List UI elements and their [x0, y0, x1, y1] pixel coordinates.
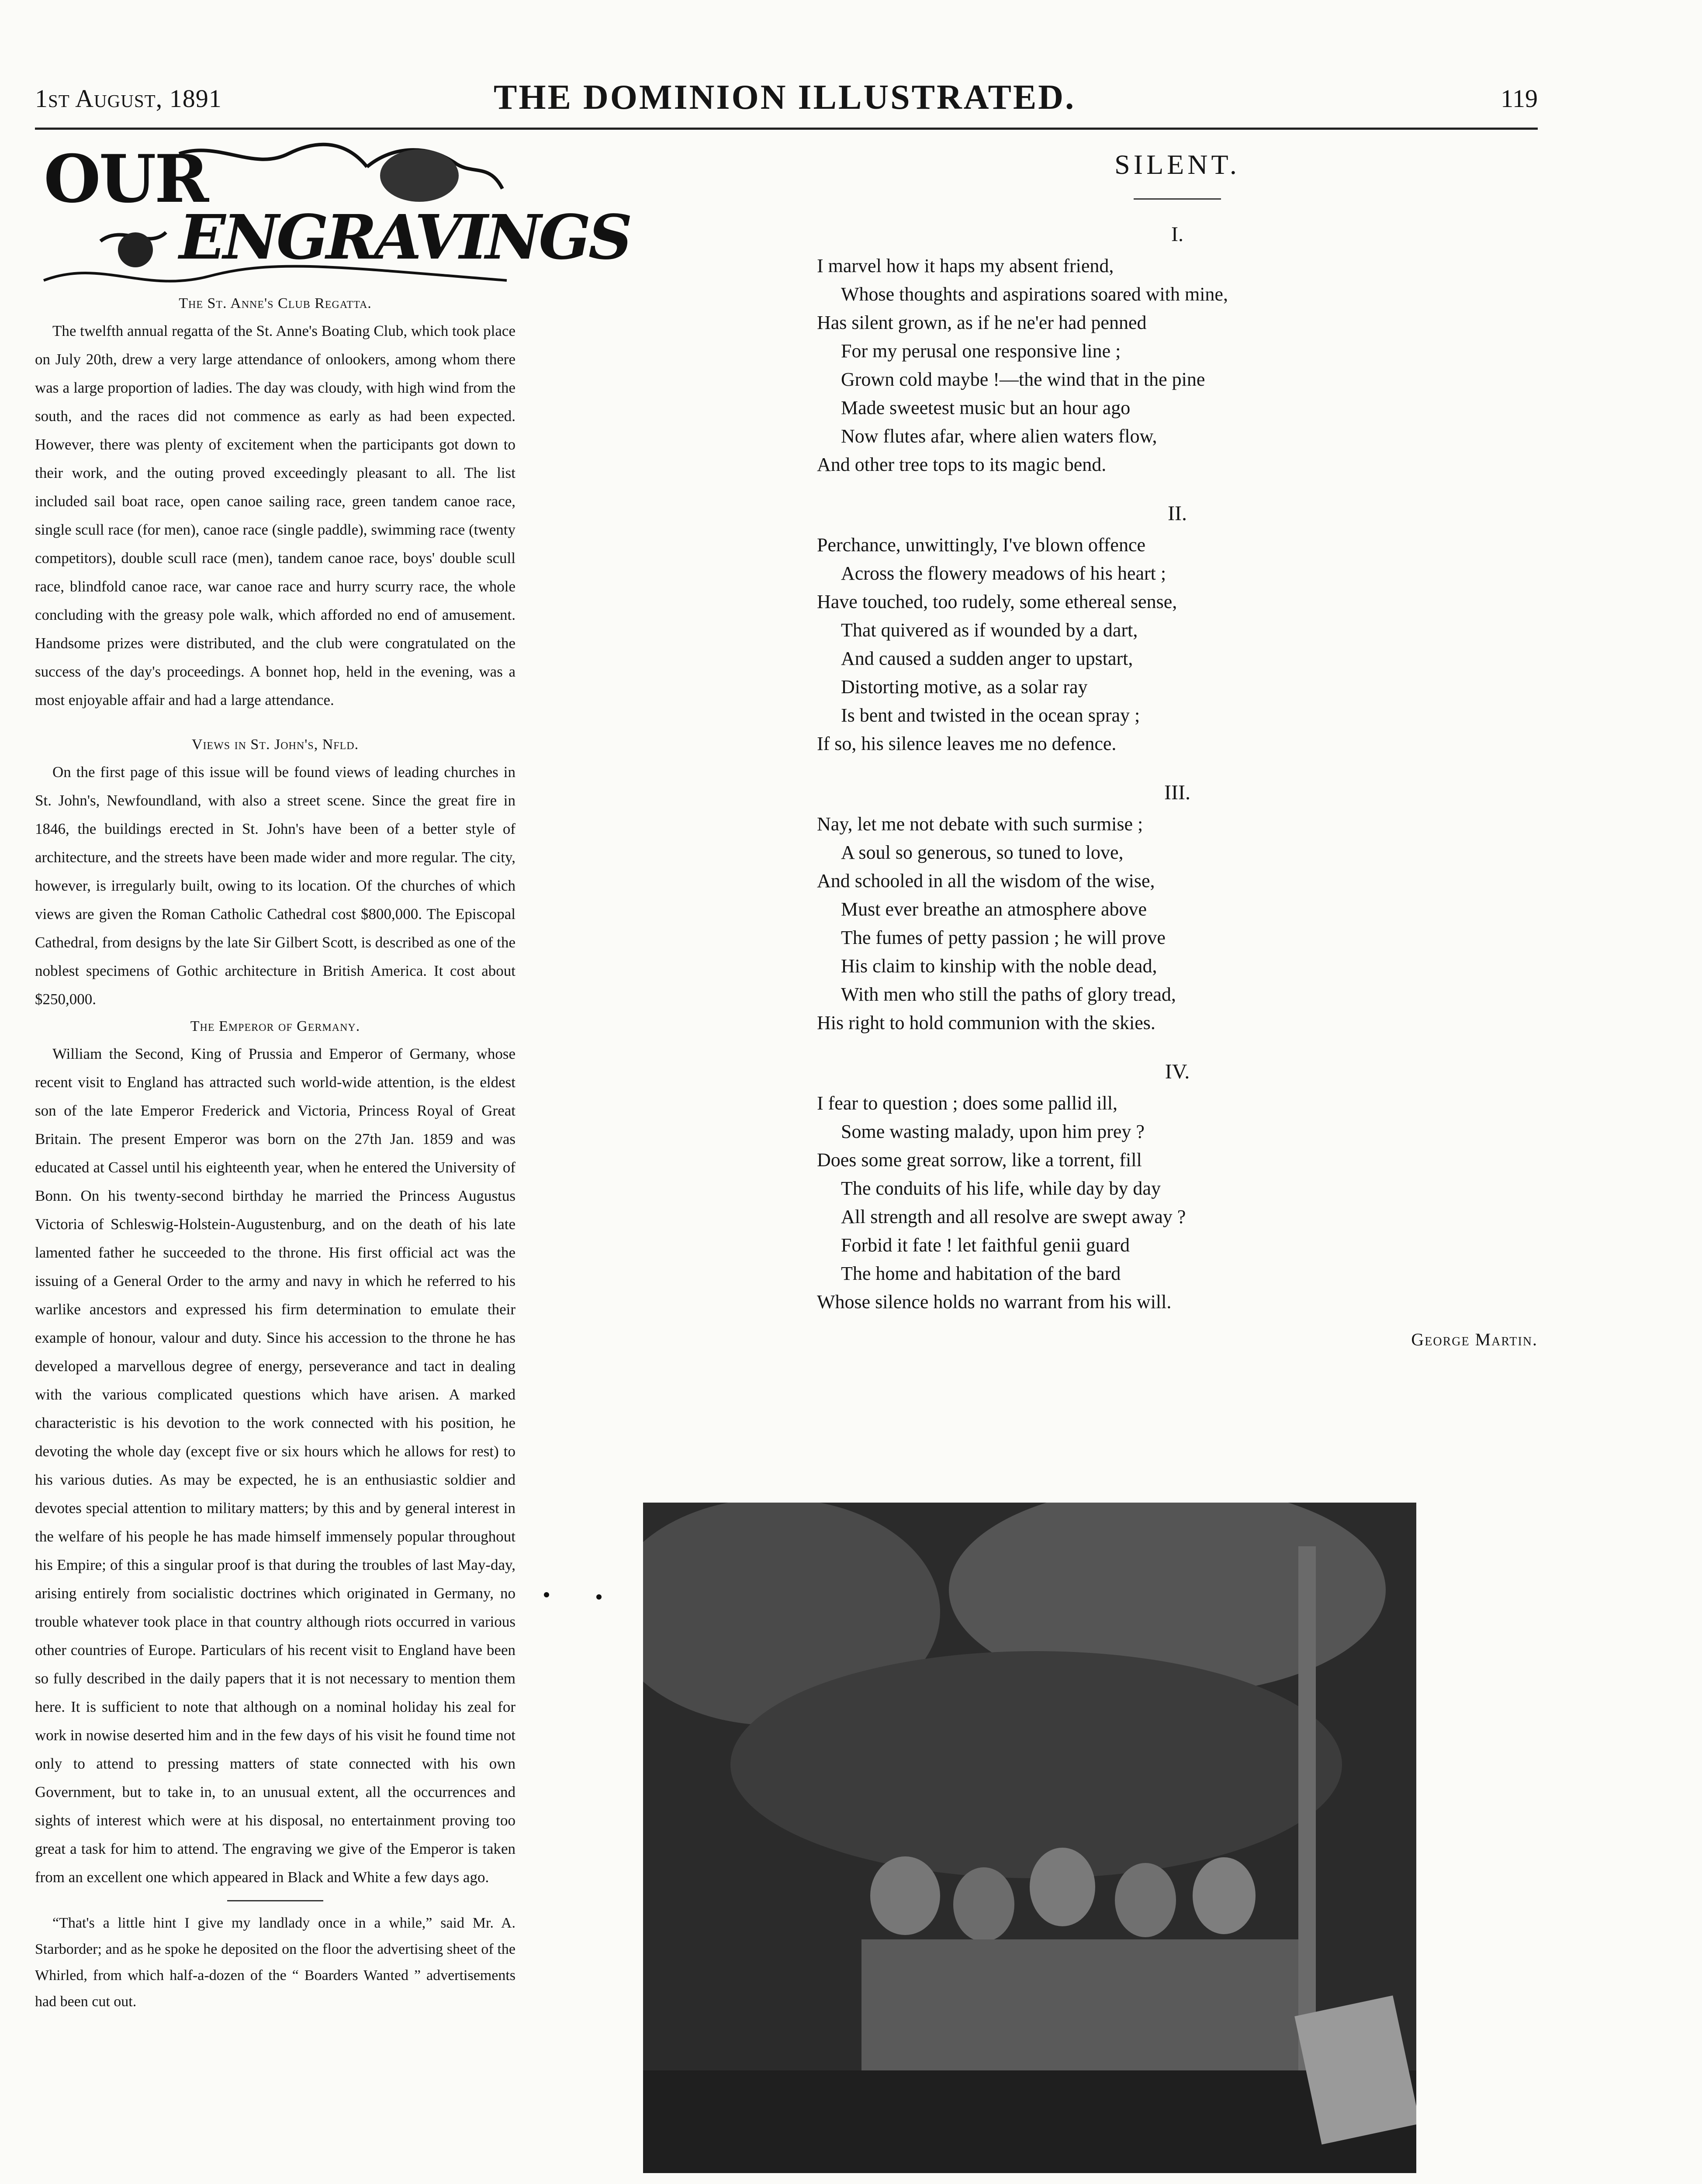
poem-line: Is bent and twisted in the ocean spray ; [841, 705, 1140, 726]
article-heading: The Emperor of Germany. [190, 1018, 360, 1034]
stanza-number: II. [1168, 502, 1187, 525]
stanza [817, 222, 1538, 479]
poem-line: Forbid it fate ! let faithful genii guard [841, 1234, 1130, 1256]
article-body: On the first page of this issue will be found views of leading churches in St. John's, Newfoundland, with also a street scene. Since the great fire in 1846, the buildings erected in St. John's have been of a better style of architecture, and the streets have been made wider and more regular. The city, however, is irregularly built, owing to its location. Of the churches of which views are given the Roman Catholic Cathedral cost $800,000. The Episcopal Cathedral, from designs by the late Sir Gilbert Scott, is described as one of the noblest specimens of Gothic architecture in British America. It cost about $250,000. [35, 764, 515, 1008]
poem-title: SILENT. [1114, 149, 1240, 180]
print-speck [596, 1594, 602, 1600]
engraving-photo [643, 1503, 1416, 2173]
poem-line: The fumes of petty passion ; he will prove [841, 927, 1166, 948]
section-divider [227, 1900, 323, 1901]
poem-line: Perchance, unwittingly, I've blown offence [817, 534, 1146, 556]
poem-line: Whose thoughts and aspirations soared with mine, [841, 283, 1228, 305]
poem-line: Does some great sorrow, like a torrent, fill [817, 1149, 1142, 1171]
stanza [817, 781, 1538, 1037]
poem-line: Have touched, too rudely, some ethereal sense, [817, 591, 1177, 612]
publication-title: THE DOMINION ILLUSTRATED. [494, 78, 1076, 117]
poem-line: Distorting motive, as a solar ray [841, 676, 1088, 698]
stanza-number: I. [1171, 223, 1183, 246]
poem-line: His right to hold communion with the skies. [817, 1012, 1155, 1033]
poem-line: Has silent grown, as if he ne'er had penned [817, 312, 1147, 333]
poem-line: Across the flowery meadows of his heart ; [841, 563, 1166, 584]
poem-line: And caused a sudden anger to upstart, [841, 648, 1133, 669]
poem-line: The home and habitation of the bard [841, 1263, 1121, 1284]
stanza-number: III. [1164, 781, 1190, 804]
poem-line: The conduits of his life, while day by day [841, 1178, 1161, 1199]
poem [817, 131, 1538, 1350]
poem-line: Grown cold maybe !—the wind that in the pine [841, 369, 1205, 390]
poem-line: And other tree tops to its magic bend. [817, 454, 1107, 475]
stanza-number: IV. [1165, 1060, 1190, 1083]
poem-line: Some wasting malady, upon him prey ? [841, 1121, 1145, 1142]
poem-line: Whose silence holds no warrant from his will. [817, 1291, 1172, 1313]
poem-line: Made sweetest music but an hour ago [841, 397, 1131, 418]
page-header [35, 78, 1538, 126]
header-rule [35, 128, 1538, 130]
poem-line: That quivered as if wounded by a dart, [841, 619, 1138, 641]
poem-title-rule [1134, 198, 1221, 200]
print-speck [544, 1592, 549, 1597]
article-heading: Views in St. John's, Nfld. [191, 736, 359, 753]
poem-line: I fear to question ; does some pallid ill, [817, 1092, 1117, 1114]
page-number: 119 [1501, 84, 1538, 113]
poem-line: I marvel how it haps my absent friend, [817, 255, 1114, 276]
poem-author: George Martin. [1411, 1330, 1538, 1349]
poem-line: Now flutes afar, where alien waters flow, [841, 425, 1157, 447]
poem-line: A soul so generous, so tuned to love, [841, 842, 1124, 863]
article-heading: The St. Anne's Club Regatta. [179, 295, 372, 311]
masthead-word-engravings: ENGRAVINGS [179, 202, 630, 273]
poem-line: And schooled in all the wisdom of the wise, [817, 870, 1155, 892]
issue-date: 1st August, 1891 [35, 84, 222, 113]
poem-line: Must ever breathe an atmosphere above [841, 898, 1147, 920]
masthead-word-our: OUR [44, 141, 208, 218]
stanza [817, 501, 1538, 758]
article-body: William the Second, King of Prussia and Emperor of Germany, whose recent visit to England has attracted such world-wide attention, is the eldest son of the late Emperor Frederick and Victoria, Princess Royal of Great Britain. The present Emperor was born on the 27th Jan. 1859 and was educated at Cassel until his eighteenth year, when he entered the University of Bonn. On his twenty-second birthday he married the Princess Augustus Victoria of Schleswig-Holstein-Augustenburg, and on the death of his late lamented father he succeeded to the throne. His first official act was the issuing of a General Order to the army and navy in which he referred to his warlike ancestors and expressed his firm determination to emulate their example of honour, valour and duty. Since his accession to the throne he has developed a marvellous degree of energy, perseverance and tact in dealing with the various complicated questions which have arisen. A marked characteristic is his devotion to the work connected with his position, he devoting the whole day (except five or six hours which he allows for rest) to his various duties. As may be expected, he is an enthusiastic soldier and devotes special attention to military matters; by this and by general interest in the welfare of his people he has made himself immensely popular throughout his Empire; of this a singular proof is that during the troubles of last May-day, arising entirely from socialistic doctrines which originated in Germany, no trouble whatever took place in that country although riots occurred in various other countries of Europe. Particulars of his recent visit to England have been so fully described in the daily papers that it is not necessary to mention them here. It is sufficient to note that although on a nominal holiday his zeal for work in nowise deserted him and in the few days of his visit he found time not only to attend to pressing matters of state connected with his own Government, but to take in, to an unusual extent, all the occurrences and sights of interest which were at his disposal, no entertainment proving too great a task for him to attend. The engraving we give of the Emperor is taken from an excellent one which appeared in Black and White a few days ago. [35, 1045, 515, 1886]
poem-line: Nay, let me not debate with such surmise ; [817, 813, 1143, 835]
poem-line: If so, his silence leaves me no defence. [817, 733, 1117, 754]
section-masthead [35, 136, 630, 291]
poem-line: For my perusal one responsive line ; [841, 340, 1121, 362]
anecdote-paragraph: “That's a little hint I give my landlady once in a while,” said Mr. A. Starborder; and as he spoke he deposited on the floor the advertising sheet of the Whirled, from which half-a-dozen of the “ Boarders Wanted ” advertisements had been cut out. [35, 1915, 515, 2010]
surveying-party-image [643, 1503, 1416, 2173]
engravings-column [35, 290, 515, 2015]
stanza [817, 1060, 1538, 1316]
poem-line: His claim to kinship with the noble dead, [841, 955, 1157, 977]
poem-line: With men who still the paths of glory tread, [841, 984, 1176, 1005]
poem-line: All strength and all resolve are swept away ? [841, 1206, 1186, 1227]
article-body: The twelfth annual regatta of the St. Anne's Boating Club, which took place on July 20th, drew a very large attendance of onlookers, among whom there was a large proportion of ladies. The day was cloudy, with high wind from the south, and the races did not commence as early as had been expected. However, there was plenty of excitement when the participants got down to their work, and the outing proved exceedingly pleasant to all. The list included sail boat race, open canoe sailing race, green tandem canoe race, single scull race (for men), canoe race (single paddle), swimming race (twenty competitors), double scull race (men), tandem canoe race, boys' double scull race, blindfold canoe race, war canoe race and hurry scurry race, the whole concluding with the greasy pole walk, which afforded no end of amusement. Handsome prizes were distributed, and the club were congratulated on the success of the day's proceedings. A bonnet hop, held in the evening, was a most enjoyable affair and had a large attendance. [35, 322, 515, 708]
